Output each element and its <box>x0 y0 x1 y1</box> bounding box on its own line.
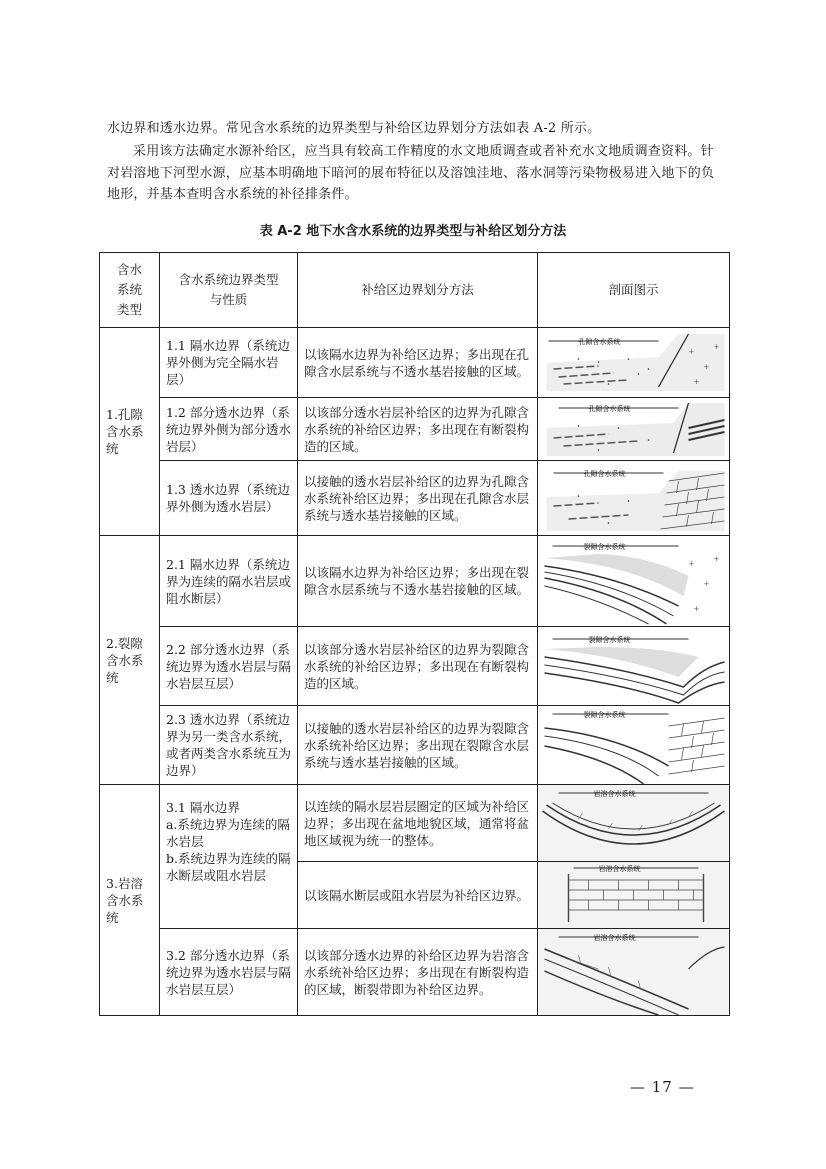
figure-label: 裂隙含水系统 <box>583 711 626 719</box>
boundary-cell: 2.3 透水边界（系统边界为另一类含水系统，或者两类含水系统互为边界） <box>160 706 298 785</box>
figure-label: 孔隙含水系统 <box>588 405 631 413</box>
figure-label: 裂隙含水系统 <box>588 636 631 644</box>
figure-label: 岩溶含水系统 <box>593 934 636 942</box>
intro-paragraph-2: 采用该方法确定水源补给区，应当具有较高工作精度的水文地质调查或者补充水文地质调查资料。针对岩溶地下河型水源，应基本明确地下暗河的展布特征以及溶蚀洼地、落水洞等污染物极易进入地下的负地形，并基本查明含水系统的补径排条件。 <box>107 144 715 202</box>
page-number: — 17 — <box>630 1078 695 1096</box>
header-boundary: 含水系统边界类型与性质 <box>160 253 298 328</box>
profile-figure-cell <box>538 862 730 929</box>
type-cell: 1.孔隙含水系统 <box>100 328 160 536</box>
boundary-cell: 2.2 部分透水边界（系统边界为透水岩层与隔水岩层互层） <box>160 627 298 706</box>
boundary-cell: 1.1 隔水边界（系统边界外侧为完全隔水岩层） <box>160 328 298 398</box>
table-row <box>100 536 730 627</box>
type-cell: 2.裂隙含水系统 <box>100 536 160 785</box>
profile-diagram <box>538 329 729 397</box>
figure-label: 孔隙含水系统 <box>583 470 626 478</box>
header-method: 补给区边界划分方法 <box>298 253 538 328</box>
method-cell: 以该隔水边界为补给区边界；多出现在裂隙含水层系统与不透水基岩接触的区域。 <box>298 536 538 627</box>
table-row <box>100 706 730 785</box>
method-cell: 以该隔水边界为补给区边界；多出现在孔隙含水层系统与不透水基岩接触的区域。 <box>298 328 538 398</box>
method-cell: 以接触的透水岩层补给区的边界为孔隙含水系统补给区边界；多出现在孔隙含水层系统与透水基岩接触的区域。 <box>298 461 538 536</box>
profile-diagram <box>538 536 729 626</box>
boundary-subitem-a: a.系统边界为连续的隔水岩层 <box>166 817 290 849</box>
header-type: 含水系统类型 <box>100 253 160 328</box>
figure-label: 岩溶含水系统 <box>598 865 641 873</box>
method-cell: 以该部分透水岩层补给区的边界为孔隙含水系统的补给区边界；多出现在有断裂构造的区域。 <box>298 398 538 461</box>
table-row <box>100 461 730 536</box>
method-cell: 以该部分透水岩层补给区的边界为裂隙含水系统的补给区边界；多出现在有断裂构造的区域。 <box>298 627 538 706</box>
profile-diagram <box>538 785 729 861</box>
profile-figure-cell <box>538 536 730 627</box>
profile-figure-cell <box>538 706 730 785</box>
table-row <box>100 398 730 461</box>
profile-figure-cell <box>538 929 730 1016</box>
table-header-row <box>100 253 730 328</box>
boundary-subitem-b: b.系统边界为连续的隔水断层或阻水岩层 <box>166 851 291 883</box>
profile-diagram <box>538 627 729 705</box>
figure-label: 裂隙含水系统 <box>583 543 626 551</box>
header-figure: 剖面图示 <box>538 253 730 328</box>
profile-figure-cell <box>538 785 730 862</box>
profile-diagram <box>538 398 729 460</box>
figure-label: 孔隙含水系统 <box>578 337 621 346</box>
boundary-table <box>99 252 730 1016</box>
svg-text:+: + <box>703 362 710 371</box>
svg-text:+: + <box>693 377 700 386</box>
profile-figure-cell <box>538 461 730 536</box>
profile-diagram <box>538 929 729 1015</box>
method-cell: 以连续的隔水层岩层圈定的区域为补给区边界；多出现在盆地地貌区域，通常将盆地区域视为统一的整体。 <box>298 785 538 862</box>
boundary-cell: 2.1 隔水边界（系统边界为连续的隔水岩层或阻水断层） <box>160 536 298 627</box>
svg-text:+: + <box>713 342 720 351</box>
method-cell: 以接触的透水岩层补给区的边界为裂隙含水系统补给区边界；多出现在裂隙含水层系统与透水基岩接触的区域。 <box>298 706 538 785</box>
table-row <box>100 328 730 398</box>
svg-text:+: + <box>713 555 720 563</box>
boundary-cell <box>160 785 298 929</box>
table-caption: 表 A-2 地下水含水系统的边界类型与补给区划分方法 <box>259 224 567 239</box>
boundary-cell: 1.3 透水边界（系统边界外侧为透水岩层） <box>160 461 298 536</box>
profile-figure-cell <box>538 398 730 461</box>
profile-diagram <box>538 862 729 928</box>
method-cell: 以该隔水断层或阻水岩层为补给区边界。 <box>298 862 538 929</box>
type-cell: 3.岩溶含水系统 <box>100 785 160 1016</box>
intro-paragraph-1: 水边界和透水边界。常见含水系统的边界类型与补给区边界划分方法如表 A-2 所示。 <box>107 121 601 136</box>
method-cell: 以该部分透水边界的补给区边界为岩溶含水系统补给区边界；多出现在有断裂构造的区域，断裂带即为补给区边界。 <box>298 929 538 1016</box>
boundary-title: 3.1 隔水边界 <box>166 800 240 815</box>
profile-diagram <box>538 706 729 784</box>
figure-label: 岩溶含水系统 <box>593 790 636 798</box>
profile-figure-cell <box>538 627 730 706</box>
table-row <box>100 627 730 706</box>
svg-text:+: + <box>703 580 710 588</box>
boundary-cell: 3.2 部分透水边界（系统边界为透水岩层与隔水岩层互层） <box>160 929 298 1016</box>
table-row <box>100 929 730 1016</box>
boundary-cell: 1.2 部分透水边界（系统边界外侧为部分透水岩层） <box>160 398 298 461</box>
table-row <box>100 785 730 862</box>
profile-diagram <box>538 461 729 535</box>
svg-text:+: + <box>693 605 700 613</box>
svg-text:+: + <box>688 347 695 356</box>
svg-text:+: + <box>688 560 695 568</box>
profile-figure-cell <box>538 328 730 398</box>
